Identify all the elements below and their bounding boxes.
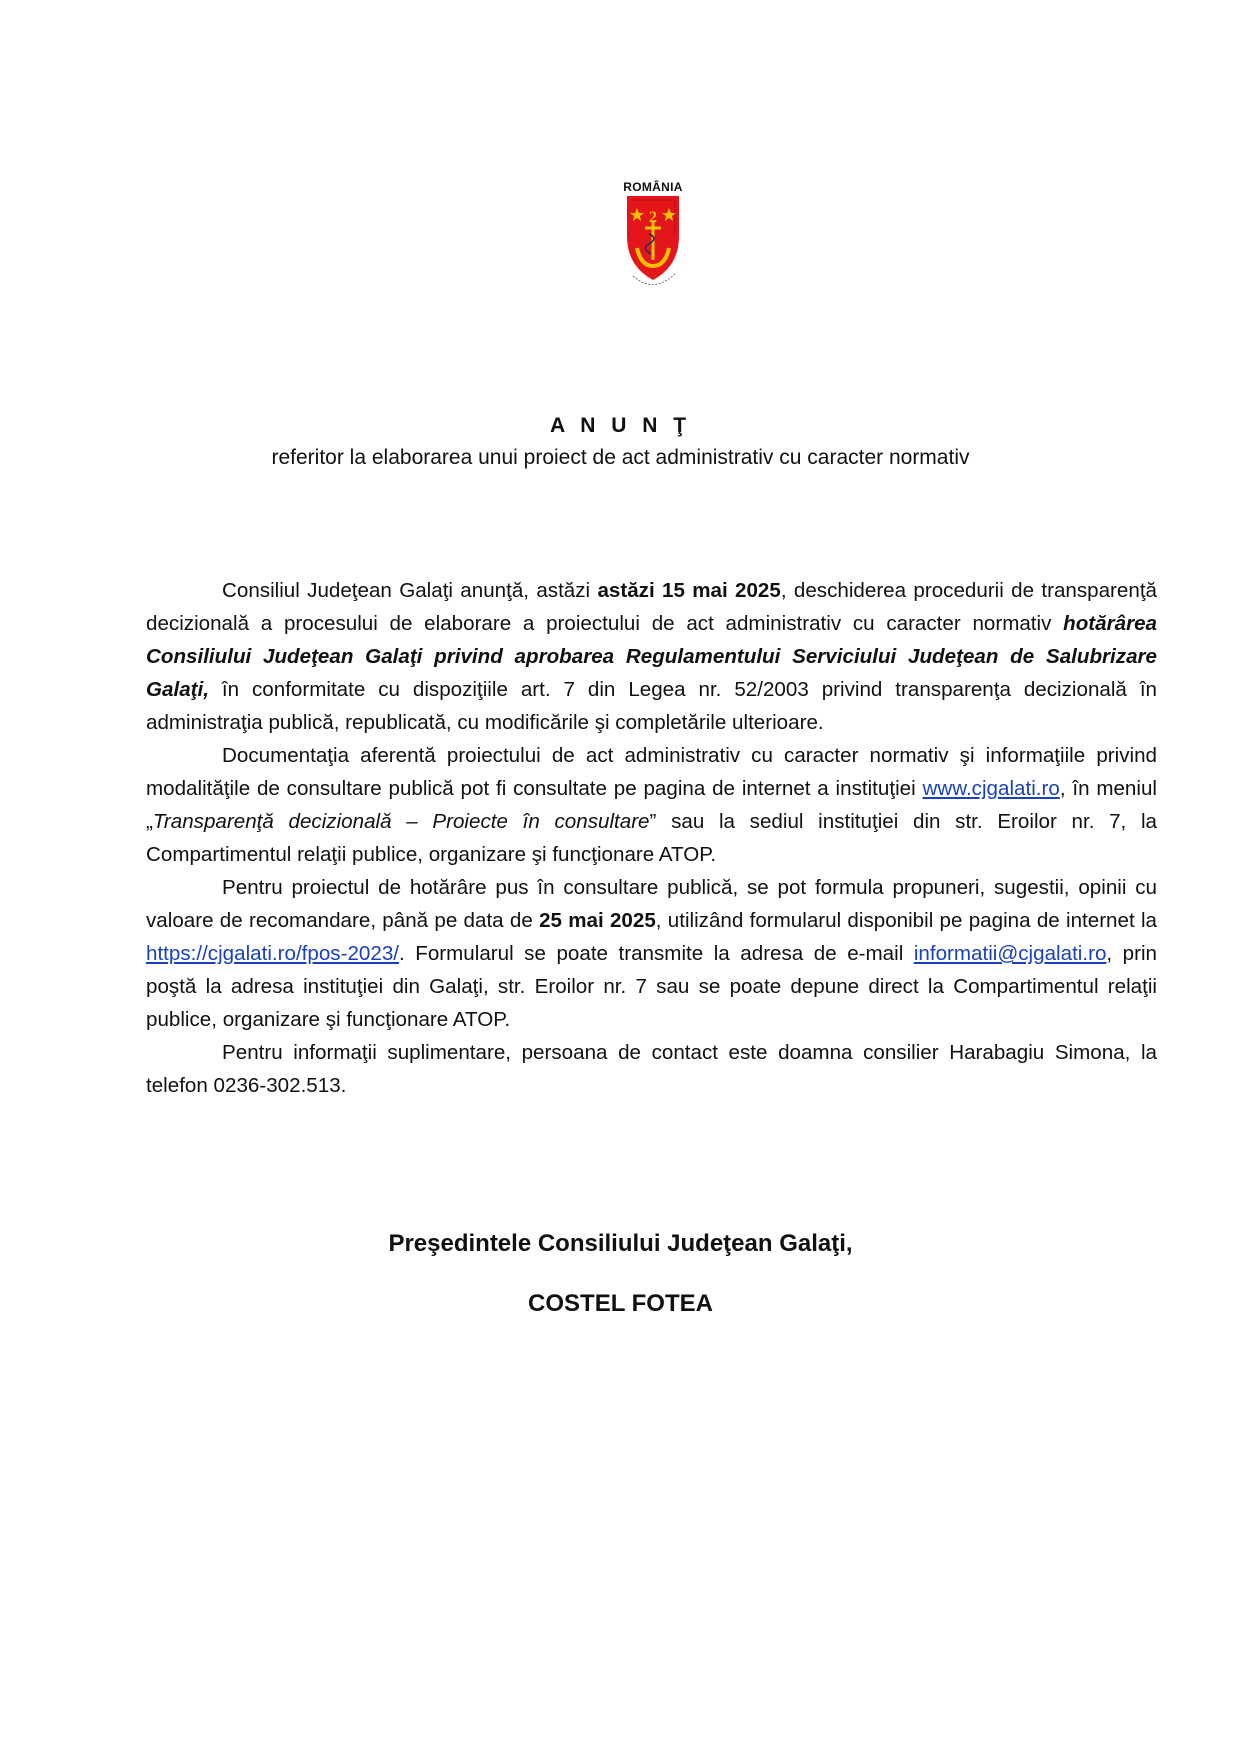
p2-text-3: ” sau la sediul instituţiei din str. Eroilor nr. 7, la Compartimentul relaţii publice, organizare şi funcţionare ATOP. <box>146 810 1158 866</box>
p3-text-4: , prin poştă la adresa instituţiei din Galaţi, str. Eroilor nr. 7 sau se poate depune direct la Compartimentul relaţii publice, organizare şi funcţionare ATOP. <box>146 942 1157 1031</box>
p2-text-2: , în meniul „ <box>146 777 1157 833</box>
paragraph-2 <box>146 739 1157 871</box>
svg-text:2: 2 <box>649 209 657 226</box>
announcement-body <box>146 574 1157 1102</box>
p1-project-title: hotărârea Consiliului Judeţean Galaţi privind aprobarea Regulamentului Serviciului Judeţean de Salubrizare Galaţi, <box>146 612 1157 701</box>
crest-shield-icon <box>603 176 703 296</box>
p3-deadline: 25 mai 2025 <box>539 909 656 932</box>
p1-text-1: Consiliul Judeţean Galaţi anunţă, astăzi <box>222 579 598 602</box>
signature-role: Preşedintele Consiliului Judeţean Galaţi, <box>388 1230 853 1257</box>
p4-text-1: Pentru informaţii suplimentare, persoana de contact este doamna consilier Harabagiu Simona, la telefon 0236-302.513. <box>146 1041 1157 1097</box>
p1-date: astăzi 15 mai 2025 <box>597 579 781 602</box>
form-link[interactable]: https://cjgalati.ro/fpos-2023/ <box>146 942 399 965</box>
paragraph-1 <box>146 574 1157 739</box>
p3-text-2: , utilizând formularul disponibil pe pagina de internet la <box>655 909 1157 932</box>
paragraph-3 <box>146 871 1157 1036</box>
p1-text-3: în conformitate cu dispoziţiile art. 7 din Legea nr. 52/2003 privind transparenţa decizională în administraţia publică, republicată, cu modificările şi completările ulterioare. <box>146 678 1157 734</box>
paragraph-4 <box>146 1036 1157 1102</box>
email-link[interactable]: informatii@cjgalati.ro <box>913 942 1107 965</box>
county-crest <box>603 176 703 296</box>
website-link[interactable]: www.cjgalati.ro <box>922 777 1060 800</box>
p2-text-1: Documentaţia aferentă proiectului de act administrativ cu caracter normativ şi informaţiile privind modalităţile de consultare publică pot fi consultate pe pagina de internet a instituţiei <box>146 744 1157 800</box>
announcement-subtitle: referitor la elaborarea unui proiect de act administrativ cu caracter normativ <box>271 446 970 469</box>
signature-name: COSTEL FOTEA <box>528 1290 713 1317</box>
p3-text-1: Pentru proiectul de hotărâre pus în consultare publică, se pot formula propuneri, sugestii, opinii cu valoare de recomandare, până pe data de <box>146 876 1157 932</box>
announcement-title: A N U N Ţ <box>549 414 692 437</box>
crest-country-label: ROMÂNIA <box>623 180 683 194</box>
p1-text-2: , deschiderea procedurii de transparenţă decizională a procesului de elaborare a proiectului de act administrativ cu caracter normativ <box>146 579 1157 635</box>
p2-menu-name: Transparenţă decizională – Proiecte în consultare <box>152 810 650 833</box>
p3-text-3: . Formularul se poate transmite la adresa de e-mail <box>399 942 914 965</box>
